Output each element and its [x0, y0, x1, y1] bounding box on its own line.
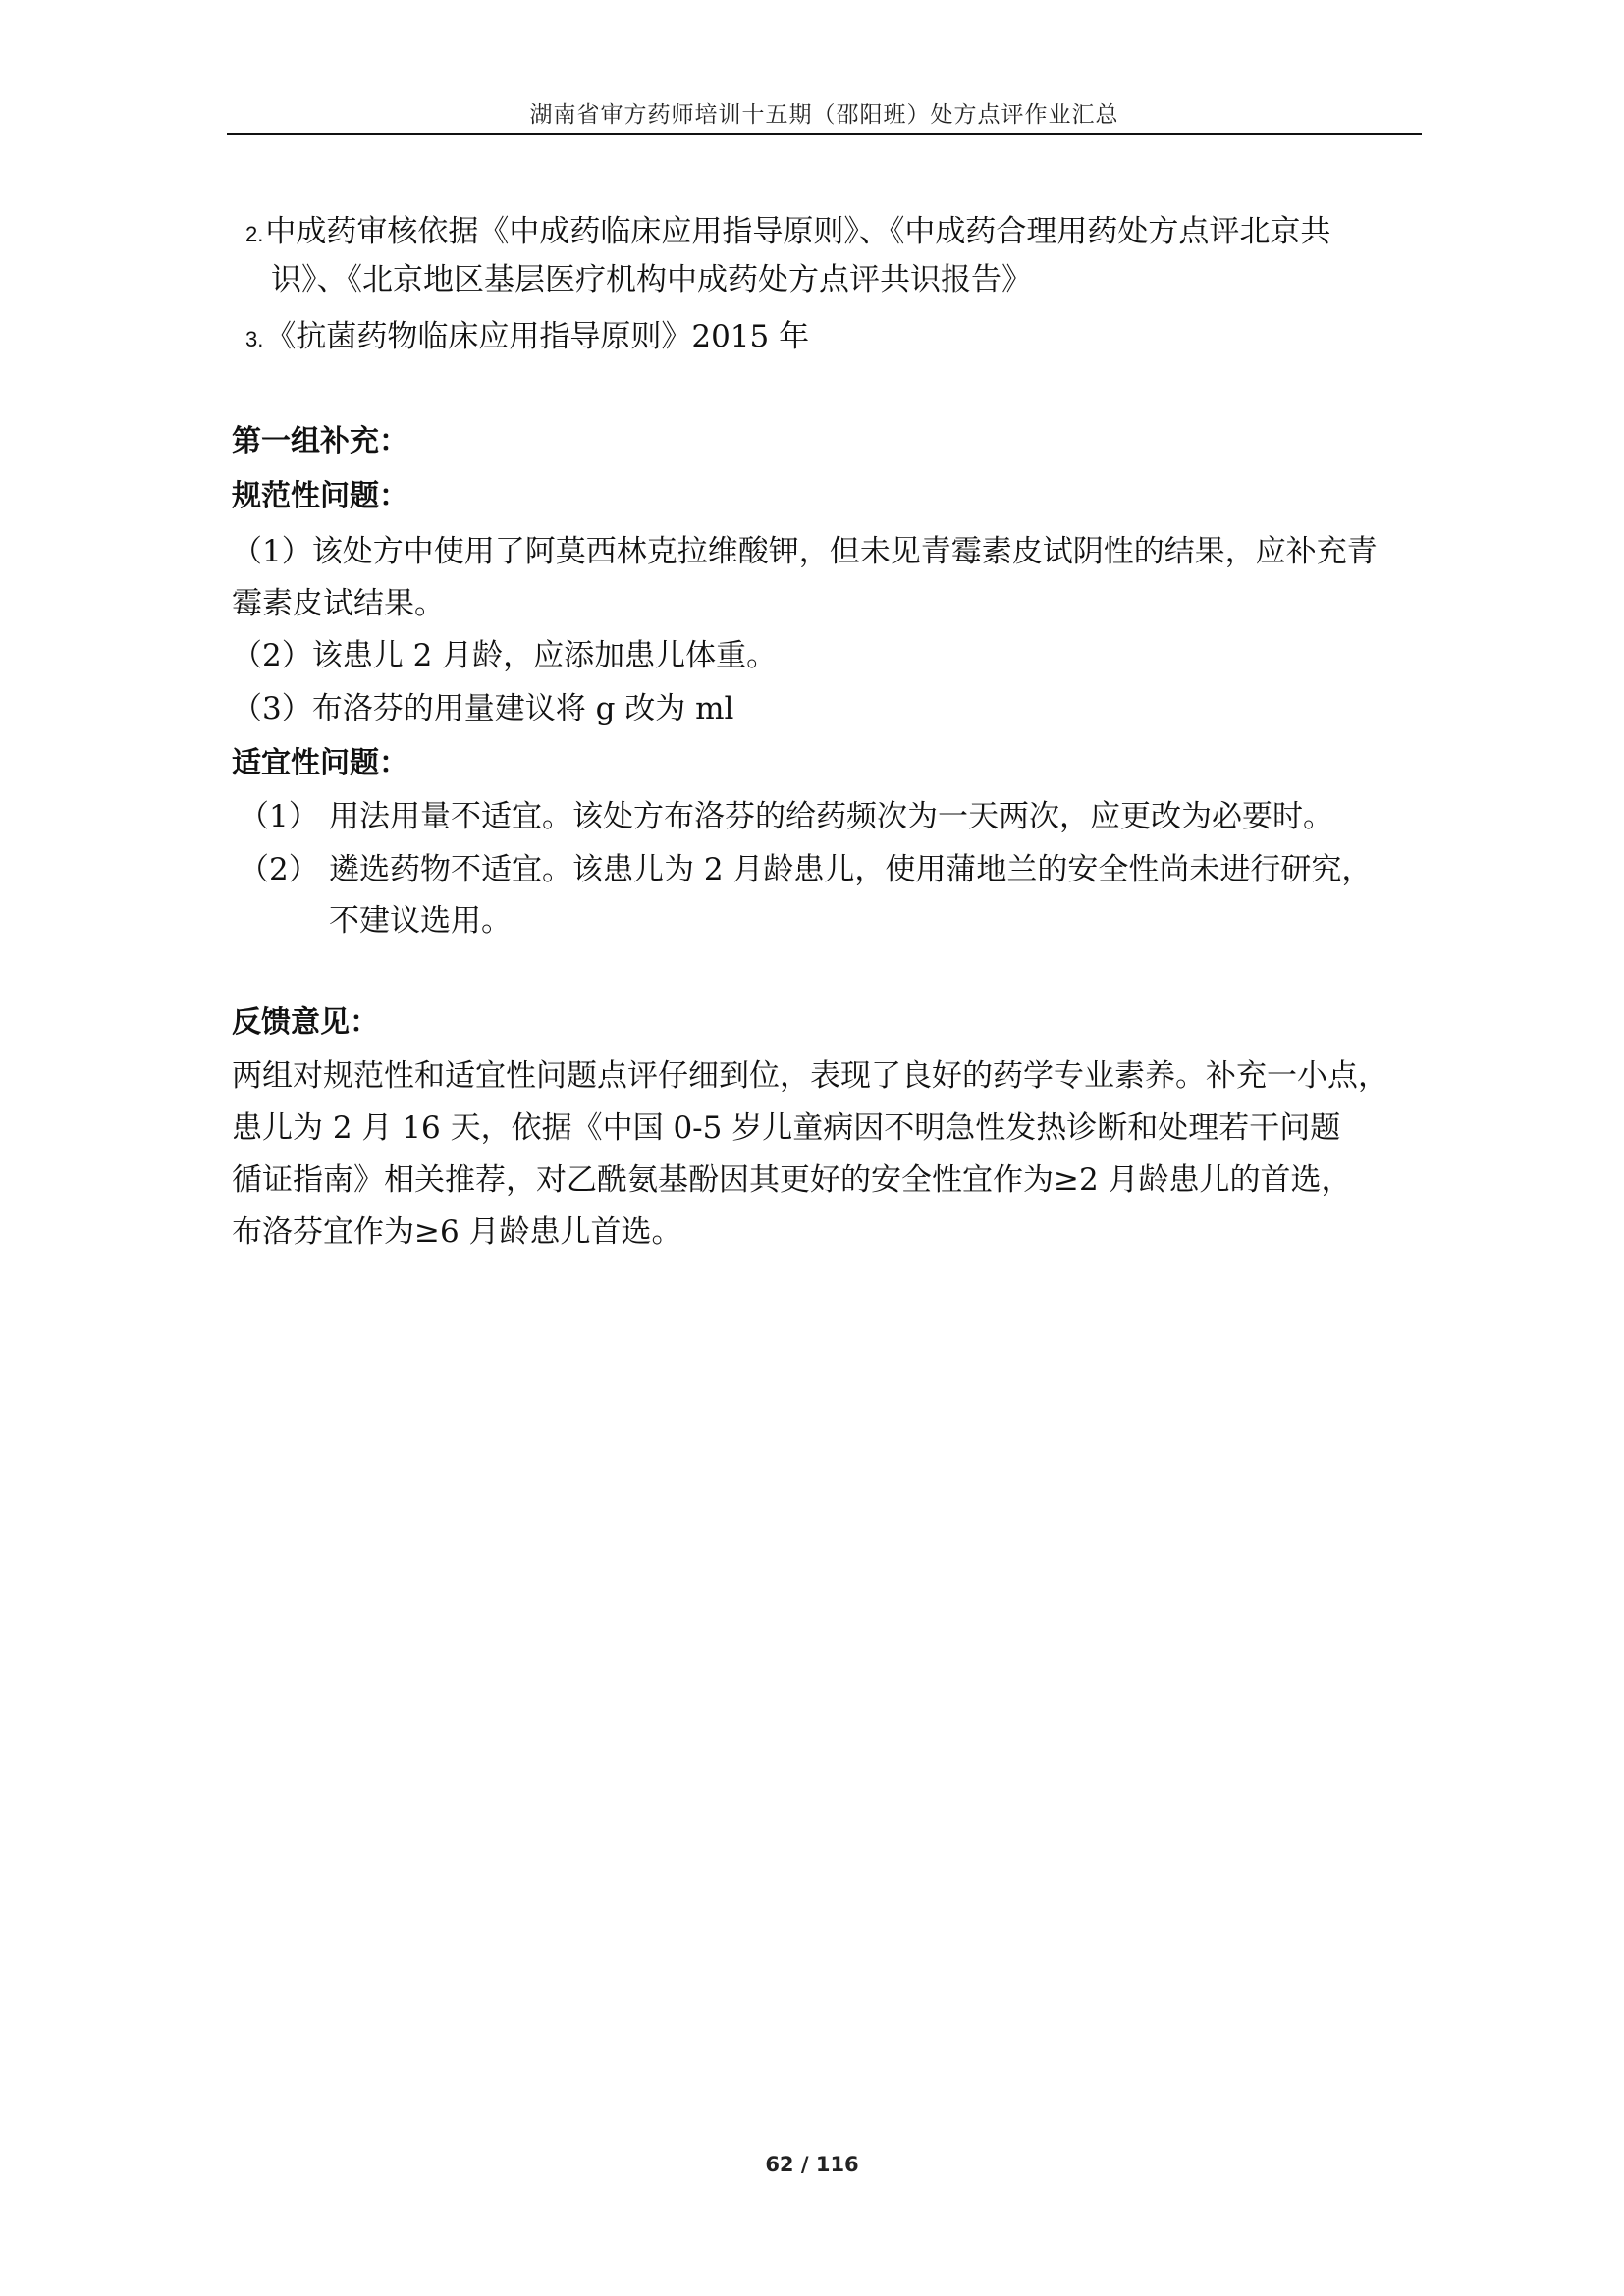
feedback-line-4: 布洛芬宜作为≥6 月龄患儿首选。 [232, 1214, 682, 1250]
reference-text-line: 中成药审核依据《中成药临床应用指导原则》、《中成药合理用药处方点评北京共 [265, 214, 1331, 249]
appropriateness-item-1-text: 用法用量不适宜。该处方布洛芬的给药频次为一天两次，应更改为必要时。 [329, 799, 1333, 834]
header-divider [227, 133, 1422, 135]
normative-issues-title: 规范性问题： [232, 479, 408, 513]
reference-item-3 [245, 317, 809, 359]
page-number: 62 / 116 [765, 2153, 859, 2176]
appropriateness-item-2-number: （2） [239, 852, 319, 887]
normative-item-1: （1）该处方中使用了阿莫西林克拉维酸钾，但未见青霉素皮试阴性的结果，应补充青 [232, 534, 1378, 569]
feedback-title: 反馈意见： [232, 1005, 379, 1040]
feedback-line-3: 循证指南》相关推荐，对乙酰氨基酚因其更好的安全性宜作为≥2 月龄患儿的首选， [232, 1162, 1352, 1198]
feedback-line-2: 患儿为 2 月 16 天，依据《中国 0-5 岁儿童病因不明急性发热诊断和处理若干问题 [232, 1110, 1341, 1146]
reference-text-line: 《抗菌药物临床应用指导原则》2015 年 [265, 319, 810, 354]
reference-number: 3. [245, 327, 264, 351]
appropriateness-issues-title: 适宜性问题： [232, 746, 408, 780]
reference-item-2 [245, 212, 1330, 254]
appropriateness-item-2-continued: 不建议选用。 [329, 903, 512, 938]
normative-item-3: （3）布洛芬的用量建议将 g 改为 ml [232, 691, 734, 726]
appropriateness-item-1-number: （1） [239, 799, 319, 834]
feedback-line-1: 两组对规范性和适宜性问题点评仔细到位，表现了良好的药学专业素养。补充一小点， [232, 1058, 1388, 1094]
appropriateness-item-2-text: 遴选药物不适宜。该患儿为 2 月龄患儿，使用蒲地兰的安全性尚未进行研究， [329, 852, 1373, 887]
normative-item-1-continued: 霉素皮试结果。 [232, 586, 445, 621]
normative-item-2: （2）该患儿 2 月龄，应添加患儿体重。 [232, 638, 778, 673]
reference-item-2-continued: 识》、《北京地区基层医疗机构中成药处方点评共识报告》 [271, 262, 1032, 297]
group1-title: 第一组补充： [232, 424, 408, 458]
page-header-title: 湖南省审方药师培训十五期（邵阳班）处方点评作业汇总 [529, 102, 1119, 128]
reference-number: 2. [245, 222, 264, 246]
